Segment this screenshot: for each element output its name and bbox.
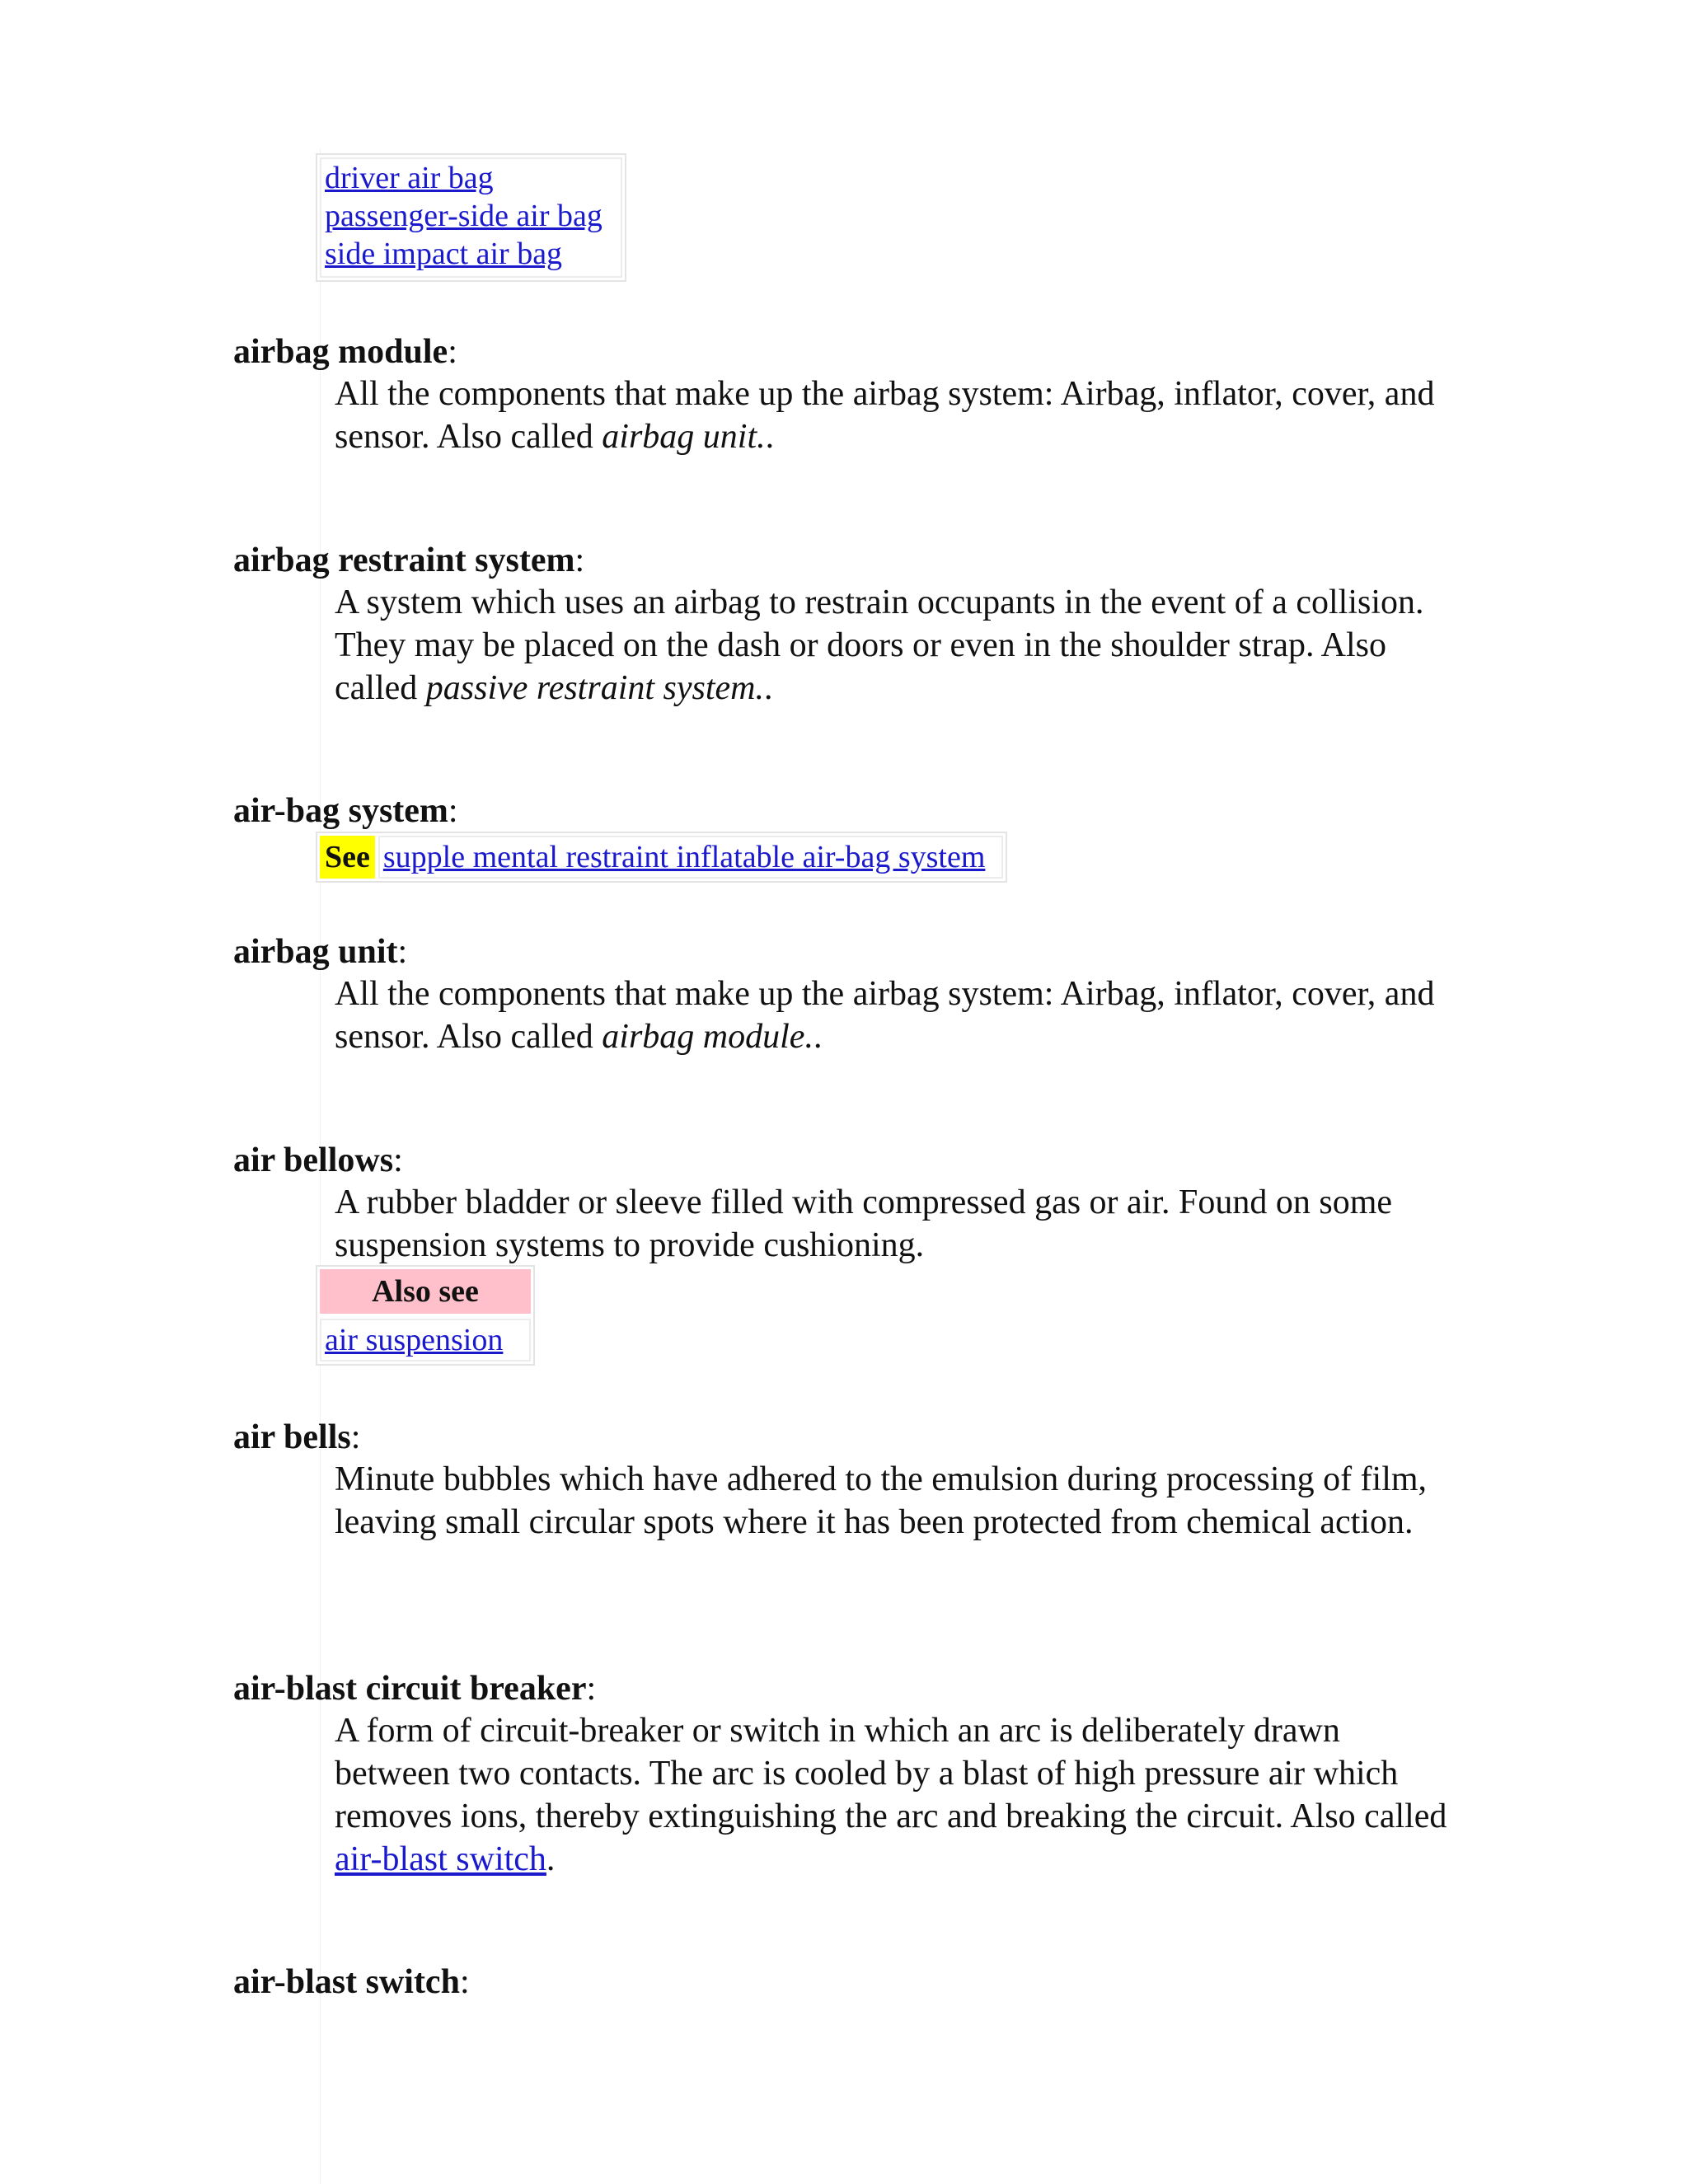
link-passenger-side-air-bag[interactable]: passenger-side air bag (325, 199, 603, 233)
term-title: airbag unit (233, 933, 398, 971)
link-supplemental-restraint-system[interactable]: supple mental restraint inflatable air-bag system (382, 840, 986, 874)
term-title: air-blast switch (233, 1963, 460, 2001)
term-airbag-restraint-system: airbag restraint system: (233, 541, 585, 579)
definition-airbag-unit: All the components that make up the airbag system: Airbag, inflator, cover, and sensor. Also called airbag module.. (335, 975, 1435, 1056)
term-title: air-blast circuit breaker (233, 1670, 587, 1708)
link-side-impact-air-bag[interactable]: side impact air bag (325, 237, 563, 271)
term-air-blast-circuit-breaker: air-blast circuit breaker: (233, 1670, 597, 1708)
definition-airbag-restraint-system: A system which uses an airbag to restrain occupants in the event of a collision. They may be placed on the dash or doors or even in the shoulder strap. Also called passive restraint system.. (335, 583, 1424, 707)
term-air-bag-system: air-bag system: (233, 792, 458, 830)
link-air-suspension[interactable]: air suspension (325, 1323, 504, 1357)
related-links-list (320, 157, 622, 278)
definition-air-bells: Minute bubbles which have adhered to the emulsion during processing of film, leaving small circular spots where it has been protected from chemical action. (335, 1460, 1428, 1541)
term-airbag-unit: airbag unit: (233, 933, 408, 971)
term-air-bellows: air bellows: (233, 1141, 403, 1179)
term-air-blast-switch: air-blast switch: (233, 1963, 470, 2001)
see-label: See (320, 836, 375, 879)
term-title: air-bag system (233, 792, 448, 830)
related-links-box (316, 153, 626, 282)
term-title: air bellows (233, 1141, 394, 1179)
also-see-link-cell (320, 1319, 531, 1361)
definition-air-bellows: A rubber bladder or sleeve filled with compressed gas or air. Found on some suspension systems to provide cushioning. (335, 1183, 1393, 1264)
term-title: airbag module (233, 333, 448, 371)
also-see-label: Also see (320, 1269, 531, 1314)
definition-air-blast-circuit-breaker: A form of circuit-breaker or switch in which an arc is deliberately drawn between two contacts. The arc is cooled by a blast of high pressure air which removes ions, thereby extinguishing the arc and breaking the circuit. Also called air-blast switch. (335, 1712, 1447, 1878)
link-air-blast-switch[interactable]: air-blast switch (335, 1840, 546, 1878)
link-driver-air-bag[interactable]: driver air bag (325, 161, 494, 195)
term-air-bells: air bells: (233, 1418, 361, 1456)
term-title: airbag restraint system (233, 541, 575, 579)
see-reference-box (316, 832, 1007, 883)
definition-airbag-module: All the components that make up the airbag system: Airbag, inflator, cover, and sensor. Also called airbag unit.. (335, 375, 1435, 456)
term-airbag-module: airbag module: (233, 333, 457, 371)
see-link-cell (378, 836, 1004, 879)
also-see-box (316, 1265, 535, 1366)
term-title: air bells (233, 1418, 351, 1456)
